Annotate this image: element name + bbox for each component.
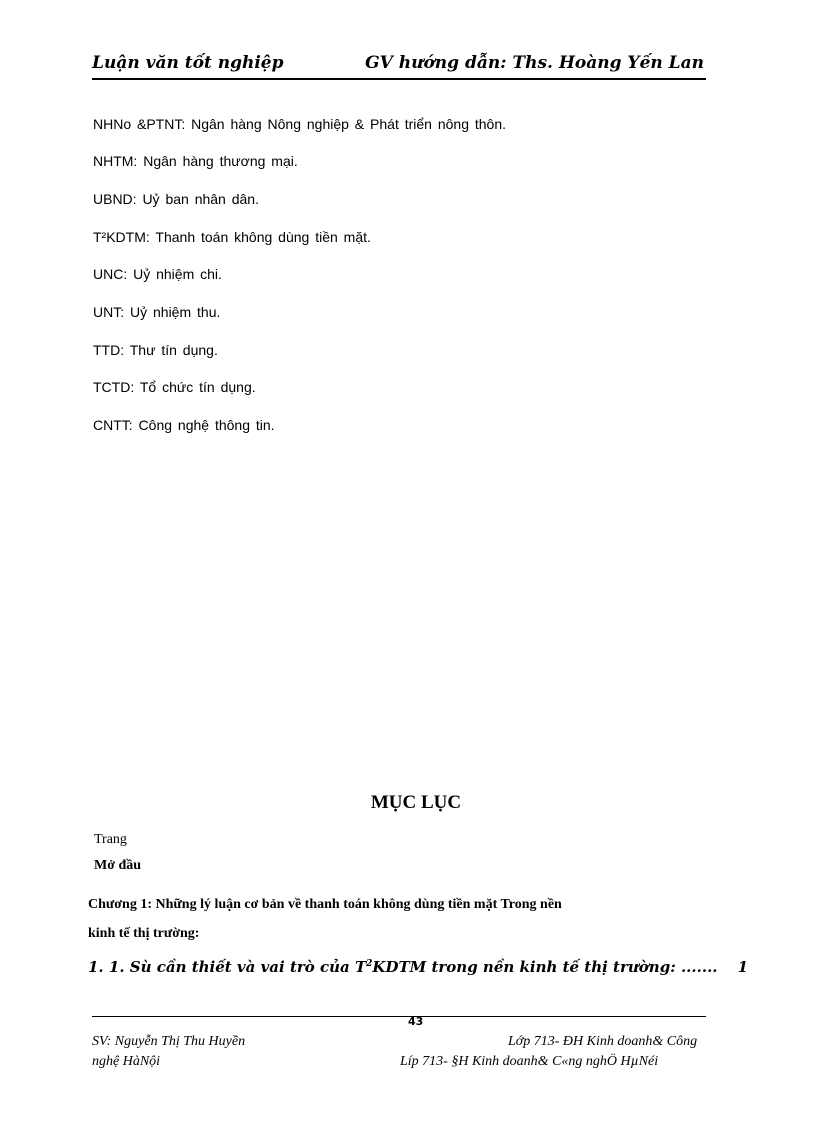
abbreviation-item: T²KDTM: Thanh toán không dùng tiền mặt. xyxy=(93,229,371,245)
toc-entry-page: 1 xyxy=(737,958,748,976)
toc-entry-text: 1. 1. Sù cần thiết và vai trò của T xyxy=(88,958,367,976)
abbreviation-item: CNTT: Công nghệ thông tin. xyxy=(93,417,275,433)
toc-chapter-1: Chương 1: Những lý luận cơ bản về thanh toán không dùng tiền mặt Trong nền xyxy=(88,897,562,912)
abbreviation-item: TTD: Thư tín dụng. xyxy=(93,342,218,358)
page-header xyxy=(92,50,706,80)
footer-student: SV: Nguyễn Thị Thu Huyền xyxy=(92,1034,246,1049)
toc-title: MỤC LỤC xyxy=(370,792,462,813)
footer-class-legacy: Líp 713- §H Kinh doanh& C«ng nghÖ HµNéi xyxy=(400,1054,659,1069)
abbreviation-item: UNC: Uỷ nhiệm chi. xyxy=(93,266,222,282)
toc-page-label: Trang xyxy=(94,832,127,847)
abbreviation-item: NHTM: Ngân hàng thương mại. xyxy=(93,153,298,169)
toc-intro: Mở đầu xyxy=(94,858,142,873)
toc-chapter-1-cont: kinh tế thị trường: xyxy=(88,926,200,941)
abbreviation-item: UBND: Uỷ ban nhân dân. xyxy=(93,191,259,207)
footer-class: Lớp 713- ĐH Kinh doanh& Công xyxy=(508,1034,698,1049)
footer-student-cont: nghệ HàNội xyxy=(92,1054,161,1069)
footer-divider xyxy=(92,1016,706,1017)
header-advisor: GV hướng dẫn: Ths. Hoàng Yến Lan xyxy=(365,53,704,73)
header-thesis-title: Luận văn tốt nghiệp xyxy=(92,53,284,73)
abbreviation-item: NHNo &PTNT: Ngân hàng Nông nghiệp & Phát triển nông thôn. xyxy=(93,116,507,132)
toc-entry-text-cont: KDTM trong nền kinh tế thị trường: ....... xyxy=(372,958,718,976)
abbreviation-item: TCTD: Tổ chức tín dụng. xyxy=(93,379,256,395)
toc-entry-1-1 xyxy=(88,958,748,976)
toc-entry-superscript: 2 xyxy=(366,959,373,969)
abbreviation-item: UNT: Uỷ nhiệm thu. xyxy=(93,304,221,320)
page-number: 43 xyxy=(408,1016,424,1026)
